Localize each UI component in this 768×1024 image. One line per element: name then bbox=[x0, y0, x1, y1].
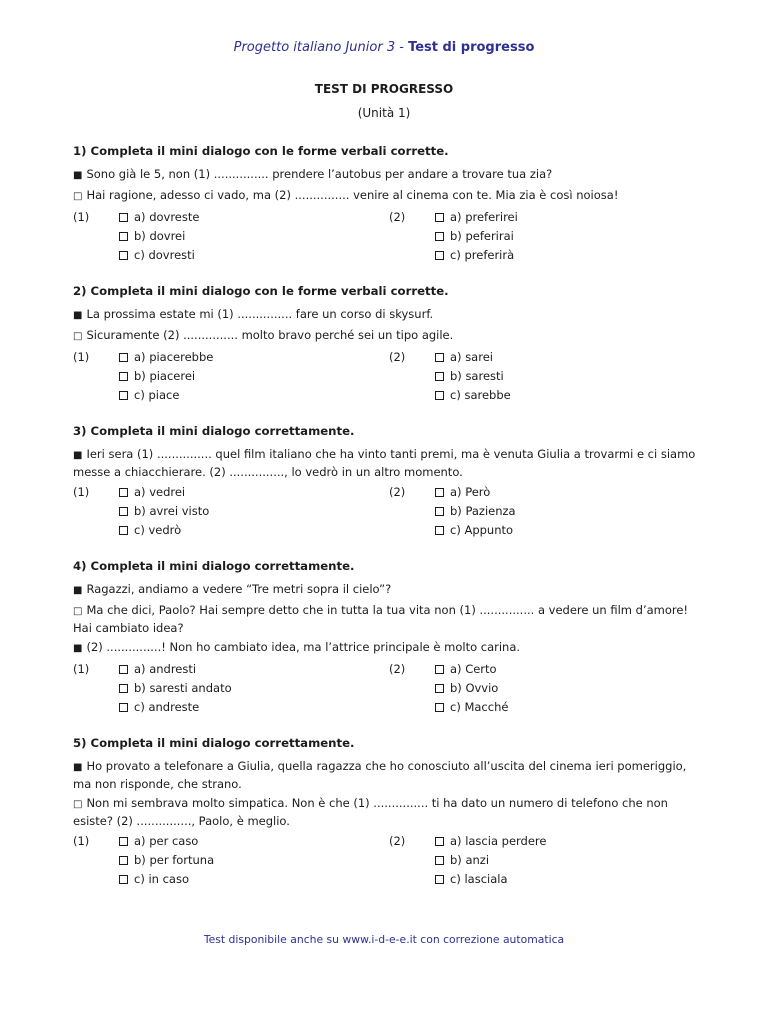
dialogue-text: Ieri sera (1) ............... quel film italiano che ha vinto tanti premi, ma è venuta Giulia a trovarmi e ci siamo messe a chiacchierare. (2) ..............., lo vedrò in un altro momento. bbox=[73, 447, 696, 479]
blank-number: (1) bbox=[73, 210, 90, 224]
choice-label: c) Macché bbox=[450, 700, 509, 714]
answer-choice[interactable] bbox=[435, 502, 705, 521]
checkbox-icon[interactable] bbox=[119, 353, 128, 362]
question-section bbox=[73, 143, 705, 265]
answer-choice[interactable] bbox=[119, 832, 389, 851]
dialogue-text: Ho provato a telefonare a Giulia, quella ragazza che ho conosciuto all’uscita del cinema ieri pomeriggio, ma non risponde, che strano. bbox=[73, 759, 687, 791]
dialogue-text: Sono già le 5, non (1) ............... prendere l’autobus per andare a trovare tua zia? bbox=[86, 167, 553, 181]
empty-square-bullet-icon: □ bbox=[73, 331, 83, 342]
question-section bbox=[73, 558, 705, 717]
choice-label: a) andresti bbox=[134, 662, 197, 676]
checkbox-icon[interactable] bbox=[119, 507, 128, 516]
blank-number: (1) bbox=[73, 834, 90, 848]
answer-choice[interactable] bbox=[435, 521, 705, 540]
answer-choice[interactable] bbox=[119, 208, 389, 227]
filled-square-bullet-icon: ■ bbox=[73, 585, 83, 596]
checkbox-icon[interactable] bbox=[435, 391, 444, 400]
choice-label: c) Appunto bbox=[450, 523, 514, 537]
options-column-left bbox=[73, 348, 389, 405]
choice-label: b) per fortuna bbox=[134, 853, 215, 867]
page-subtitle: (Unità 1) bbox=[357, 106, 411, 120]
choice-label: c) sarebbe bbox=[450, 388, 511, 402]
checkbox-icon[interactable] bbox=[435, 251, 444, 260]
blank-number: (1) bbox=[73, 485, 90, 499]
answer-choice[interactable] bbox=[435, 679, 705, 698]
filled-square-bullet-icon: ■ bbox=[73, 450, 83, 461]
answer-choice[interactable] bbox=[435, 367, 705, 386]
answer-choice[interactable] bbox=[435, 208, 705, 227]
header-series: Progetto italiano Junior 3 bbox=[233, 40, 396, 55]
checkbox-icon[interactable] bbox=[435, 507, 444, 516]
filled-square-bullet-icon: ■ bbox=[73, 643, 83, 654]
checkbox-icon[interactable] bbox=[435, 372, 444, 381]
choice-label: c) piace bbox=[134, 388, 180, 402]
checkbox-icon[interactable] bbox=[119, 703, 128, 712]
choice-label: a) Però bbox=[450, 485, 491, 499]
options-column-right bbox=[389, 832, 705, 889]
answer-choice[interactable] bbox=[435, 832, 705, 851]
options-column-left bbox=[73, 208, 389, 265]
dialogue-text: Non mi sembrava molto simpatica. Non è che (1) ............... ti ha dato un numero di telefono che non esiste? (2) ..............., Paolo, è meglio. bbox=[73, 796, 668, 828]
answer-choice[interactable] bbox=[119, 348, 389, 367]
answer-choice[interactable] bbox=[119, 660, 389, 679]
answer-choice[interactable] bbox=[119, 502, 389, 521]
blank-number: (1) bbox=[73, 662, 90, 676]
checkbox-icon[interactable] bbox=[119, 837, 128, 846]
options-column-left bbox=[73, 483, 389, 540]
answer-choice[interactable] bbox=[119, 851, 389, 870]
empty-square-bullet-icon: □ bbox=[73, 799, 83, 810]
dialogue-line bbox=[73, 187, 705, 205]
answer-choice[interactable] bbox=[119, 679, 389, 698]
blank-number: (2) bbox=[389, 350, 406, 364]
dialogue-line bbox=[73, 639, 705, 657]
answer-choice[interactable] bbox=[119, 386, 389, 405]
dialogue-text: Hai ragione, adesso ci vado, ma (2) ............... venire al cinema con te. Mia zia è così noiosa! bbox=[86, 188, 619, 202]
answer-choice[interactable] bbox=[119, 227, 389, 246]
answer-choice[interactable] bbox=[119, 698, 389, 717]
choice-label: b) saresti andato bbox=[134, 681, 232, 695]
choice-label: c) dovresti bbox=[134, 248, 195, 262]
answer-options bbox=[73, 208, 705, 265]
checkbox-icon[interactable] bbox=[119, 251, 128, 260]
choice-label: b) dovrei bbox=[134, 229, 186, 243]
checkbox-icon[interactable] bbox=[435, 488, 444, 497]
dialogue-line bbox=[73, 795, 705, 829]
question-title: 5) Completa il mini dialogo correttamente. bbox=[73, 736, 355, 750]
choice-label: a) preferirei bbox=[450, 210, 518, 224]
checkbox-icon[interactable] bbox=[435, 353, 444, 362]
dialogue-text: Sicuramente (2) ............... molto bravo perché sei un tipo agile. bbox=[86, 328, 454, 342]
checkbox-icon[interactable] bbox=[435, 684, 444, 693]
checkbox-icon[interactable] bbox=[119, 232, 128, 241]
checkbox-icon[interactable] bbox=[435, 875, 444, 884]
answer-choice[interactable] bbox=[435, 227, 705, 246]
answer-choice[interactable] bbox=[435, 870, 705, 889]
choice-label: c) preferirà bbox=[450, 248, 515, 262]
answer-choice[interactable] bbox=[435, 246, 705, 265]
choice-label: c) lasciala bbox=[450, 872, 508, 886]
answer-choice[interactable] bbox=[119, 870, 389, 889]
choice-label: c) in caso bbox=[134, 872, 190, 886]
page-footer: Test disponibile anche su www.i-d-e-e.it con correzione automatica bbox=[203, 933, 565, 946]
checkbox-icon[interactable] bbox=[435, 856, 444, 865]
choice-label: a) sarei bbox=[450, 350, 493, 364]
blank-number: (2) bbox=[389, 834, 406, 848]
options-column-right bbox=[389, 483, 705, 540]
answer-options bbox=[73, 660, 705, 717]
blank-number: (2) bbox=[389, 485, 406, 499]
choice-label: b) Pazienza bbox=[450, 504, 516, 518]
dialogue-line bbox=[73, 581, 705, 599]
choice-label: b) saresti bbox=[450, 369, 504, 383]
choice-label: a) Certo bbox=[450, 662, 497, 676]
question-title: 3) Completa il mini dialogo correttamente. bbox=[73, 424, 355, 438]
answer-options bbox=[73, 832, 705, 889]
checkbox-icon[interactable] bbox=[119, 684, 128, 693]
question-title: 1) Completa il mini dialogo con le forme verbali corrette. bbox=[73, 144, 449, 158]
dialogue-line bbox=[73, 602, 705, 636]
checkbox-icon[interactable] bbox=[119, 665, 128, 674]
options-column-left bbox=[73, 660, 389, 717]
choice-label: b) avrei visto bbox=[134, 504, 210, 518]
answer-options bbox=[73, 348, 705, 405]
choice-label: a) dovreste bbox=[134, 210, 200, 224]
question-title: 2) Completa il mini dialogo con le forme verbali corrette. bbox=[73, 284, 449, 298]
checkbox-icon[interactable] bbox=[435, 837, 444, 846]
answer-choice[interactable] bbox=[435, 851, 705, 870]
answer-choice[interactable] bbox=[435, 386, 705, 405]
dialogue-line bbox=[73, 166, 705, 184]
question-section bbox=[73, 423, 705, 540]
answer-choice[interactable] bbox=[435, 348, 705, 367]
checkbox-icon[interactable] bbox=[119, 213, 128, 222]
header-title: Test di progresso bbox=[408, 40, 535, 55]
answer-choice[interactable] bbox=[435, 698, 705, 717]
checkbox-icon[interactable] bbox=[435, 526, 444, 535]
page-title: TEST DI PROGRESSO bbox=[314, 82, 454, 96]
checkbox-icon[interactable] bbox=[119, 875, 128, 884]
filled-square-bullet-icon: ■ bbox=[73, 762, 83, 773]
checkbox-icon[interactable] bbox=[119, 526, 128, 535]
answer-options bbox=[73, 483, 705, 540]
checkbox-icon[interactable] bbox=[119, 372, 128, 381]
filled-square-bullet-icon: ■ bbox=[73, 310, 83, 321]
checkbox-icon[interactable] bbox=[119, 391, 128, 400]
answer-choice[interactable] bbox=[119, 367, 389, 386]
page-header bbox=[0, 40, 768, 55]
checkbox-icon[interactable] bbox=[435, 665, 444, 674]
dialogue-line bbox=[73, 327, 705, 345]
choice-label: b) peferirai bbox=[450, 229, 514, 243]
choice-label: a) vedrei bbox=[134, 485, 186, 499]
options-column-right bbox=[389, 660, 705, 717]
options-column-right bbox=[389, 348, 705, 405]
test-content bbox=[73, 143, 705, 907]
checkbox-icon[interactable] bbox=[435, 703, 444, 712]
answer-choice[interactable] bbox=[435, 660, 705, 679]
header-separator: - bbox=[395, 40, 409, 55]
checkbox-icon[interactable] bbox=[435, 213, 444, 222]
blank-number: (2) bbox=[389, 662, 406, 676]
empty-square-bullet-icon: □ bbox=[73, 191, 83, 202]
answer-choice[interactable] bbox=[119, 483, 389, 502]
choice-label: c) vedrò bbox=[134, 523, 182, 537]
options-column-left bbox=[73, 832, 389, 889]
blank-number: (1) bbox=[73, 350, 90, 364]
dialogue-text: Ragazzi, andiamo a vedere “Tre metri sopra il cielo”? bbox=[86, 582, 392, 596]
blank-number: (2) bbox=[389, 210, 406, 224]
answer-choice[interactable] bbox=[119, 521, 389, 540]
checkbox-icon[interactable] bbox=[119, 488, 128, 497]
empty-square-bullet-icon: □ bbox=[73, 606, 83, 617]
choice-label: b) Ovvio bbox=[450, 681, 499, 695]
choice-label: a) lascia perdere bbox=[450, 834, 547, 848]
choice-label: c) andreste bbox=[134, 700, 200, 714]
answer-choice[interactable] bbox=[119, 246, 389, 265]
question-section bbox=[73, 283, 705, 405]
dialogue-line bbox=[73, 306, 705, 324]
choice-label: b) piacerei bbox=[134, 369, 196, 383]
dialogue-text: La prossima estate mi (1) ............... fare un corso di skysurf. bbox=[86, 307, 434, 321]
dialogue-text: Ma che dici, Paolo? Hai sempre detto che in tutta la tua vita non (1) ............... a vedere un film d’amore! Hai cambiato idea? bbox=[73, 603, 689, 635]
dialogue-text: (2) ...............! Non ho cambiato idea, ma l’attrice principale è molto carina. bbox=[86, 640, 521, 654]
dialogue-line bbox=[73, 446, 705, 480]
choice-label: b) anzi bbox=[450, 853, 490, 867]
dialogue-line bbox=[73, 758, 705, 792]
answer-choice[interactable] bbox=[435, 483, 705, 502]
options-column-right bbox=[389, 208, 705, 265]
checkbox-icon[interactable] bbox=[119, 856, 128, 865]
question-title: 4) Completa il mini dialogo correttamente. bbox=[73, 559, 355, 573]
checkbox-icon[interactable] bbox=[435, 232, 444, 241]
question-section bbox=[73, 735, 705, 889]
filled-square-bullet-icon: ■ bbox=[73, 170, 83, 181]
choice-label: a) per caso bbox=[134, 834, 199, 848]
choice-label: a) piacerebbe bbox=[134, 350, 214, 364]
